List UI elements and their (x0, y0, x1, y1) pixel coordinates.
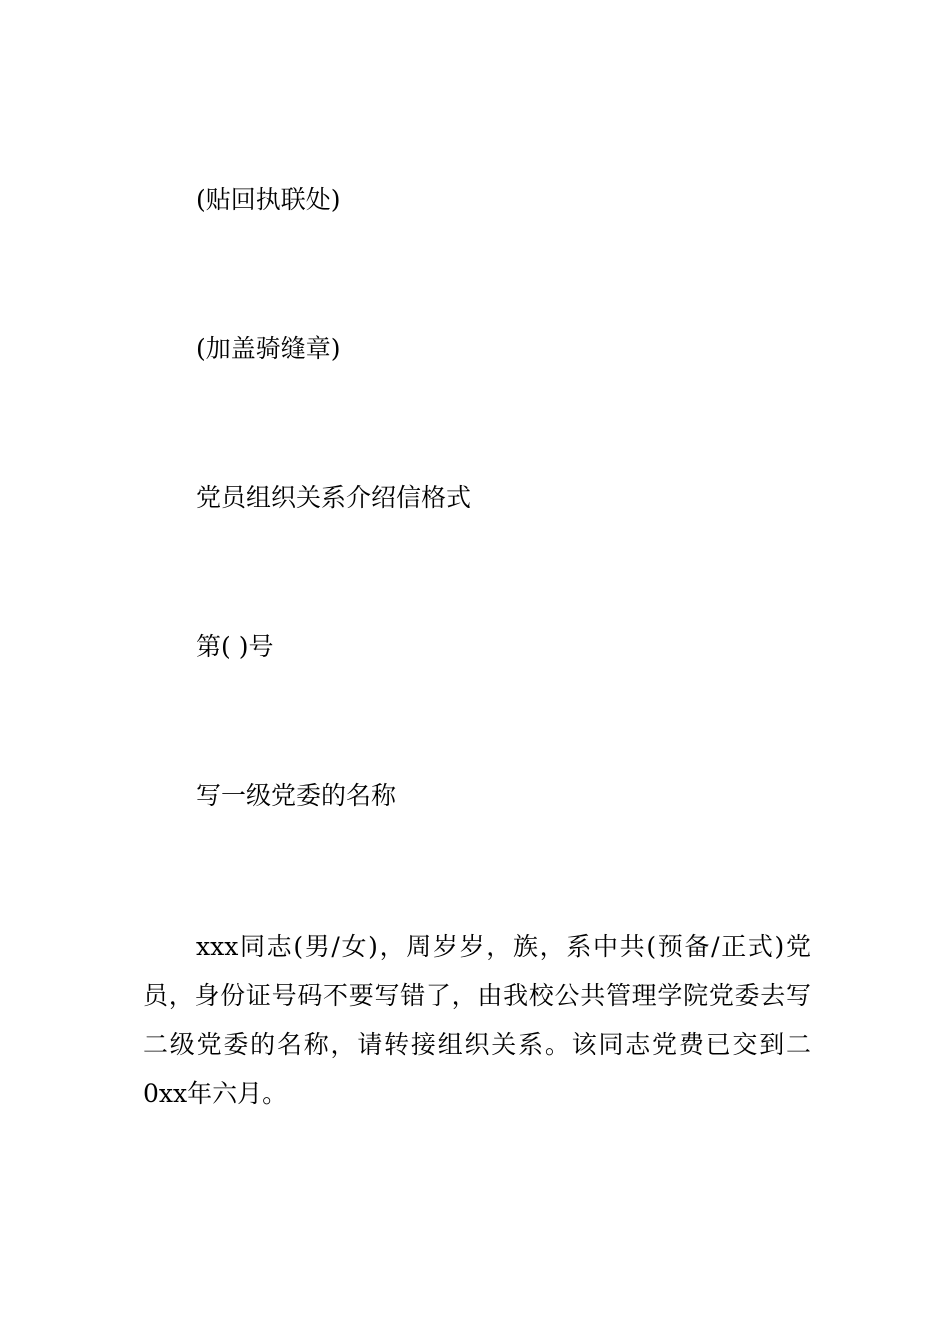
receipt-note: (贴回执联处) (196, 185, 341, 214)
letter-number: 第( )号 (196, 632, 274, 661)
seal-note: (加盖骑缝章) (196, 334, 341, 363)
recipient-line: 写一级党委的名称 (196, 781, 397, 810)
document-title: 党员组织关系介绍信格式 (196, 483, 472, 512)
body-paragraph: xxx同志(男/女)，周岁岁，族，系中共(预备/正式)党员，身份证号码不要写错了，由我校公共管理学院党委去写二级党委的名称，请转接组织关系。该同志党费已交到二0xx年六月。 (143, 932, 811, 1108)
